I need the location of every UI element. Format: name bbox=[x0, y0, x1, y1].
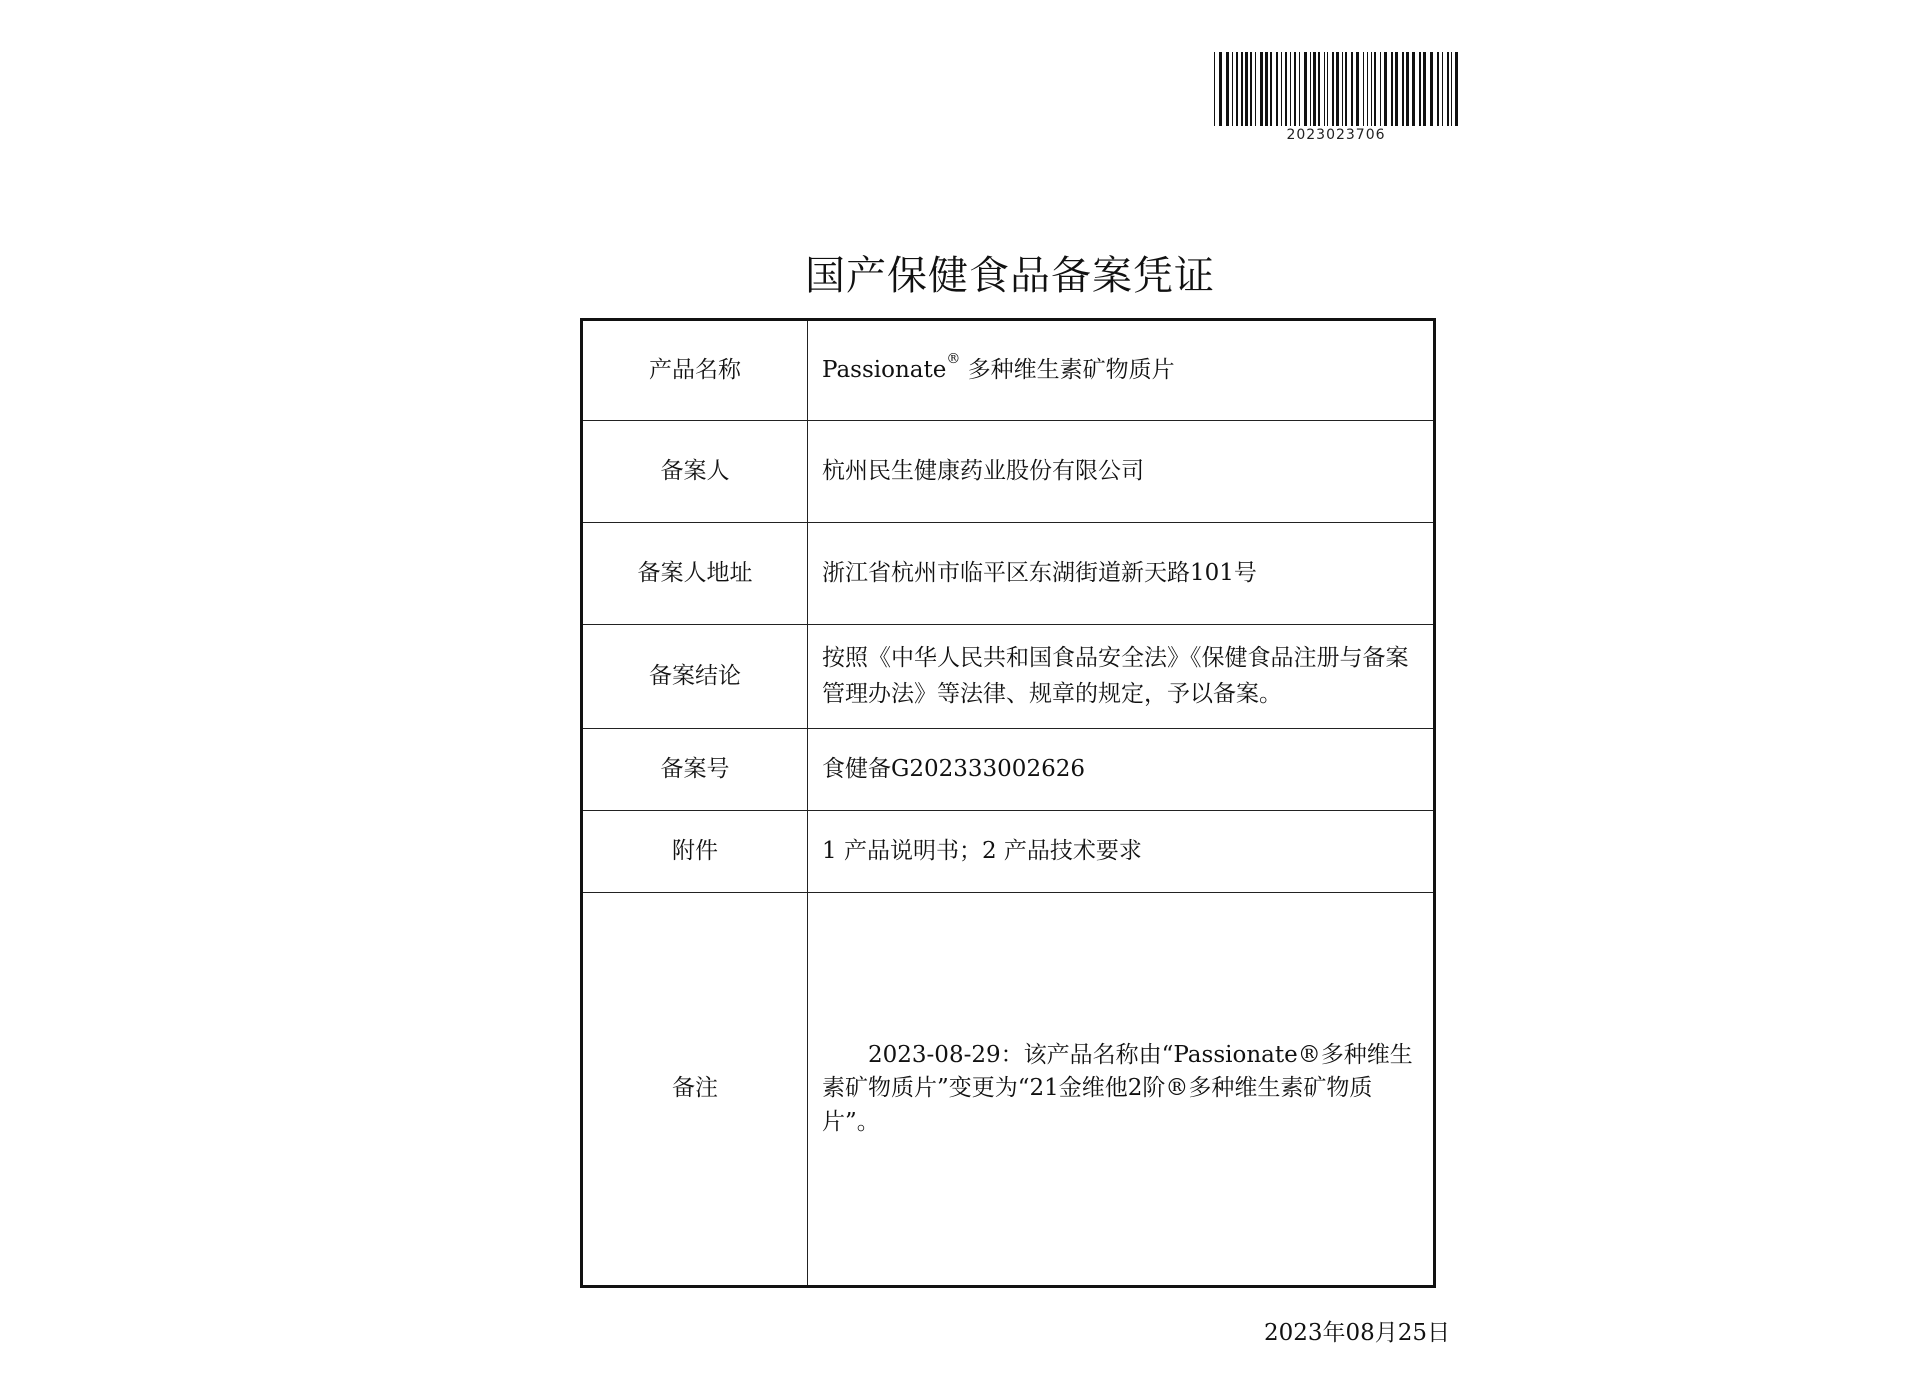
barcode-bar bbox=[1265, 52, 1268, 126]
filer-label: 备案人 bbox=[582, 421, 808, 523]
barcode-bar bbox=[1324, 52, 1325, 126]
barcode-bar bbox=[1332, 52, 1334, 126]
table-row-record-number bbox=[582, 729, 1435, 811]
barcode-bar bbox=[1367, 52, 1368, 126]
table-row-product-name bbox=[582, 320, 1435, 421]
attachments-label: 附件 bbox=[582, 811, 808, 893]
attachments-value: 1 产品说明书；2 产品技术要求 bbox=[808, 811, 1435, 893]
barcode-bar bbox=[1260, 52, 1263, 126]
barcode-bar bbox=[1232, 52, 1233, 126]
barcode bbox=[1212, 52, 1460, 144]
product-name-rest: 多种维生素矿物质片 bbox=[960, 356, 1175, 383]
table-row-conclusion bbox=[582, 625, 1435, 729]
table-row-attachments bbox=[582, 811, 1435, 893]
barcode-bar bbox=[1336, 52, 1339, 126]
remarks-value: 2023-08-29：该产品名称由“Passionate®多种维生素矿物质片”变更为“21金维他2阶®多种维生素矿物质片”。 bbox=[822, 1041, 1413, 1135]
filer-address-label: 备案人地址 bbox=[582, 523, 808, 625]
barcode-bar bbox=[1380, 52, 1381, 126]
barcode-bar bbox=[1402, 52, 1404, 126]
conclusion-label: 备案结论 bbox=[582, 625, 808, 729]
table-row-remarks bbox=[582, 893, 1435, 1287]
barcode-bar bbox=[1294, 52, 1296, 126]
barcode-bar bbox=[1281, 52, 1282, 126]
barcode-bar bbox=[1255, 52, 1256, 126]
barcode-bar bbox=[1374, 52, 1376, 126]
barcode-bar bbox=[1371, 52, 1372, 126]
barcode-bar bbox=[1299, 52, 1300, 126]
barcode-bar bbox=[1395, 52, 1398, 126]
barcode-bar bbox=[1345, 52, 1347, 126]
barcode-bar bbox=[1406, 52, 1409, 126]
filer-value: 杭州民生健康药业股份有限公司 bbox=[808, 421, 1435, 523]
barcode-bar bbox=[1412, 52, 1415, 126]
remarks-value-cell bbox=[808, 893, 1435, 1287]
barcode-bar bbox=[1447, 52, 1449, 126]
issue-date: 2023年08月25日 bbox=[1264, 1320, 1451, 1346]
barcode-bar bbox=[1219, 52, 1222, 126]
barcode-bar bbox=[1423, 52, 1426, 126]
barcode-bar bbox=[1356, 52, 1359, 126]
barcode-bar bbox=[1290, 52, 1291, 126]
barcode-bar bbox=[1276, 52, 1278, 126]
record-number-label: 备案号 bbox=[582, 729, 808, 811]
barcode-bar bbox=[1384, 52, 1387, 126]
barcode-bar bbox=[1270, 52, 1272, 126]
barcode-bar bbox=[1419, 52, 1421, 126]
barcode-bar bbox=[1342, 52, 1343, 126]
barcode-bar bbox=[1304, 52, 1307, 126]
barcode-bar bbox=[1437, 52, 1439, 126]
product-name-brand: Passionate bbox=[822, 356, 947, 383]
barcode-bar bbox=[1391, 52, 1393, 126]
barcode-bar bbox=[1214, 52, 1215, 126]
conclusion-value: 按照《中华人民共和国食品安全法》《保健食品注册与备案管理办法》等法律、规章的规定，予以备案。 bbox=[808, 625, 1435, 729]
product-name-value bbox=[808, 320, 1435, 421]
barcode-bar bbox=[1285, 52, 1287, 126]
barcode-bar bbox=[1250, 52, 1252, 126]
barcode-bar bbox=[1327, 52, 1328, 126]
barcode-bar bbox=[1442, 52, 1443, 126]
barcode-bar bbox=[1455, 52, 1458, 126]
document-title: 国产保健食品备案凭证 bbox=[805, 253, 1215, 299]
barcode-bar bbox=[1313, 52, 1316, 126]
registered-mark: ® bbox=[946, 350, 961, 367]
barcode-bar bbox=[1351, 52, 1353, 126]
barcode-bar bbox=[1318, 52, 1320, 126]
barcode-bars bbox=[1212, 52, 1460, 126]
record-number-value: 食健备G202333002626 bbox=[808, 729, 1435, 811]
record-table bbox=[580, 318, 1436, 1288]
barcode-bar bbox=[1241, 52, 1243, 126]
barcode-bar bbox=[1236, 52, 1238, 126]
barcode-bar bbox=[1310, 52, 1311, 126]
barcode-number: 2023023706 bbox=[1286, 127, 1386, 143]
remarks-label: 备注 bbox=[582, 893, 808, 1287]
barcode-bar bbox=[1363, 52, 1364, 126]
barcode-bar bbox=[1451, 52, 1452, 126]
table-row-filer-address bbox=[582, 523, 1435, 625]
product-name-label: 产品名称 bbox=[582, 320, 808, 421]
barcode-bar bbox=[1226, 52, 1229, 126]
filer-address-value: 浙江省杭州市临平区东湖街道新天路101号 bbox=[808, 523, 1435, 625]
barcode-bar bbox=[1430, 52, 1433, 126]
table-row-filer bbox=[582, 421, 1435, 523]
barcode-bar bbox=[1245, 52, 1248, 126]
